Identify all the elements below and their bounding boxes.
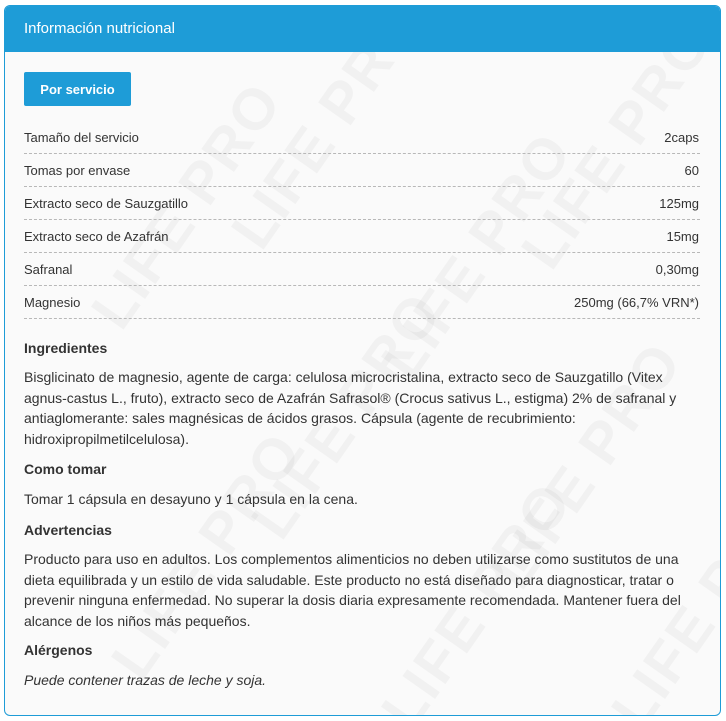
row-label: Tomas por envase [24, 162, 131, 178]
row-value: 0,30mg [655, 261, 699, 277]
row-label: Safranal [24, 261, 73, 277]
table-row [24, 286, 700, 319]
row-label: Extracto seco de Azafrán [24, 228, 169, 244]
table-row [24, 187, 700, 220]
table-row [24, 121, 700, 154]
row-label: Magnesio [24, 294, 81, 310]
usage-text: Tomar 1 cápsula en desayuno y 1 cápsula en la cena. [24, 491, 358, 507]
row-value: 15mg [666, 228, 699, 244]
row-value: 250mg (66,7% VRN*) [574, 294, 699, 310]
nutrition-table [24, 121, 700, 319]
row-label: Tamaño del servicio [24, 129, 139, 145]
table-row [24, 154, 700, 187]
usage-title: Como tomar [24, 461, 107, 477]
row-value: 60 [684, 162, 699, 178]
nutrition-panel [4, 5, 721, 716]
row-label: Extracto seco de Sauzgatillo [24, 195, 189, 211]
row-value: 2caps [664, 129, 699, 145]
row-value: 125mg [659, 195, 699, 211]
ingredients-text: Bisglicinato de magnesio, agente de carga: celulosa microcristalina, extracto seco de Sauzgatillo (Vitex agnus-castus L., fruto), extracto seco de Azafrán Safrasol® (Crocus sativus L., estigma) 2% de safranal y antiaglomerante: sales magnésicas de ácidos grasos. Cápsula (agente de recubrimiento: hidroxipropilmetilcelulosa). [24, 369, 677, 447]
panel-header [5, 6, 720, 52]
tab-per-serving[interactable]: Por servicio [24, 72, 131, 106]
table-row [24, 220, 700, 253]
table-row [24, 253, 700, 286]
allergens-title: Alérgenos [24, 642, 93, 658]
warnings-text: Producto para uso en adultos. Los complementos alimenticios no deben utilizarse como sustitutos de una dieta equilibrada y un estilo de vida saludable. Este producto no está diseñado para diagnosticar, tratar o prevenir ninguna enfermedad. No superar la dosis diaria expresamente recomendada. Mantener fuera del alcance de los niños más pequeños. [24, 551, 681, 629]
panel-title: Información nutricional [24, 20, 175, 37]
ingredients-title: Ingredientes [24, 340, 108, 356]
allergens-text: Puede contener trazas de leche y soja. [24, 672, 267, 688]
warnings-title: Advertencias [24, 522, 112, 538]
